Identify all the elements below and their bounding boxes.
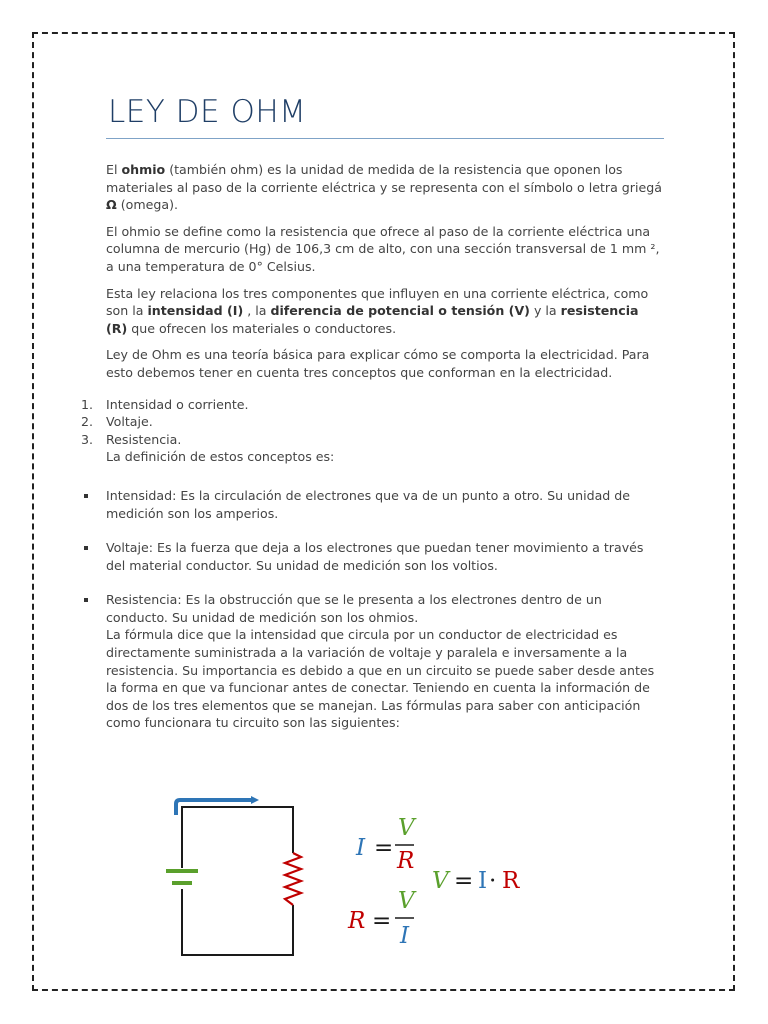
title-rule xyxy=(106,138,664,139)
formula-paragraph: La fórmula dice que la intensidad que circula por un conductor de electricidad es directamente suministrada a la variación de voltaje y paralela e inversamente a la resistencia. Su importancia es debido a que en un circuito se puede saber desde antes la forma en que va funcionar antes de conectar. Teniendo en cuenta la información de dos de los tres elementos que se manejan. Las fórmulas para saber con anticipación como funcionara tu circuito son las siguientes: xyxy=(106,627,655,731)
ohm-diagram-svg xyxy=(160,795,540,965)
resistor-icon xyxy=(285,853,301,905)
document-body xyxy=(81,92,664,732)
symbol-v: V xyxy=(398,888,415,914)
paragraph-theory: Ley de Ohm es una teoría básica para explicar cómo se comporta la electricidad. Para esto debemos tener en cuenta tres conceptos que conforman en la electricidad. xyxy=(106,347,650,380)
list-item: 3. Resistencia. xyxy=(81,431,182,447)
symbol-v: V xyxy=(432,868,449,894)
symbol-i: I xyxy=(356,835,366,861)
battery-icon xyxy=(166,871,198,883)
paragraph-ohmio: El ohmio (también ohm) es la unidad de medida de la resistencia que oponen los materiales al paso de la corriente eléctrica y se representa con el símbolo o letra griegá Ω (omega). xyxy=(106,162,662,213)
formula-v-equals-i-times-r xyxy=(432,868,520,894)
symbol-dot: · xyxy=(489,868,497,894)
paragraph-components: Esta ley relaciona los tres componentes que influyen en una corriente eléctrica, como son la intensidad (I) , la diferencia de potencial o tensión (V) y la resistencia (R) que ofrecen los materiales o conductores. xyxy=(106,285,649,336)
page-title: LEY DE OHM xyxy=(108,94,307,130)
symbol-r: R xyxy=(397,848,415,874)
symbol-i: I xyxy=(478,868,488,894)
symbol-equals: = xyxy=(372,908,392,934)
symbol-r: R xyxy=(502,868,520,894)
list-item: 1. Intensidad o corriente. xyxy=(81,396,249,412)
symbol-v: V xyxy=(398,815,415,841)
paragraph-definition: El ohmio se define como la resistencia que ofrece al paso de la corriente eléctrica una columna de mercurio (Hg) de 106,3 cm de alto, con una sección transversal de 1 mm ², a una temperatura de 0° Celsius. xyxy=(106,223,660,274)
symbol-equals: = xyxy=(454,868,474,894)
current-arrow-icon xyxy=(176,796,259,815)
symbol-equals: = xyxy=(374,835,394,861)
bullet-item-voltaje: Voltaje: Es la fuerza que deja a los electrones que puedan tener movimiento a través del material conductor. Su unidad de medición son los voltios. xyxy=(106,539,664,574)
ohm-diagram xyxy=(160,795,540,965)
symbol-r: R xyxy=(348,908,366,934)
circuit-wires xyxy=(182,807,293,955)
symbol-i: I xyxy=(400,923,410,949)
definition-intro: La definición de estos conceptos es: xyxy=(106,449,335,465)
list-item: 2. Voltaje. xyxy=(81,414,153,430)
definitions-list xyxy=(106,487,664,732)
bullet-item-resistencia: Resistencia: Es la obstrucción que se le presenta a los electrones dentro de un conducto. Su unidad de medición son los ohmios. La fórmula dice que la intensidad que circula por un conductor de electricidad es directamente suministrada a la variación de voltaje y paralela e inversamente a la resistencia. Su importancia es debido a que en un circuito se puede saber desde antes la forma en que va funcionar antes de conectar. Teniendo en cuenta la información de dos de los tres elementos que se manejan. Las fórmulas para saber con anticipación como funcionara tu circuito son las siguientes: xyxy=(106,591,664,732)
bullet-item-intensidad: Intensidad: Es la circulación de electrones que va de un punto a otro. Su unidad de medición son los amperios. xyxy=(106,487,664,522)
formula-r-equals-v-over-i xyxy=(347,888,417,949)
formula-i-equals-v-over-r xyxy=(355,815,417,874)
concepts-list xyxy=(81,396,664,449)
